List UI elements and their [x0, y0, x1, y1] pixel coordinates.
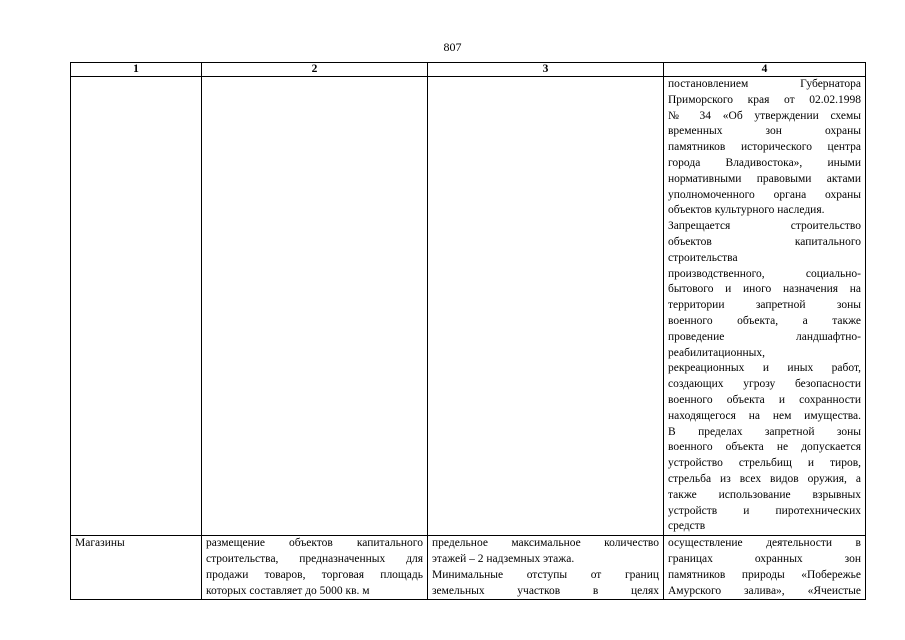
text-line: Амурского залива», «Ячеистые [668, 584, 861, 597]
text-line: Приморского края от 02.02.1998 [668, 93, 861, 106]
text-line: строительства [668, 251, 738, 264]
text-line: В пределах запретной зоны [668, 425, 861, 438]
text-line: устройство стрельбищ и тиров, [668, 457, 861, 470]
text-line: реабилитационных, [668, 346, 765, 359]
text-line: объектов капитального [668, 235, 861, 248]
table-row [71, 536, 866, 600]
text-line: Минимальные отступы от границ [432, 568, 659, 581]
text-line: № 34 «Об утверждении схемы [668, 109, 861, 122]
text-line: рекреационных и иных работ, [668, 362, 861, 375]
cell-row1-col3 [428, 77, 664, 536]
text-line: этажей – 2 надземных этажа. [432, 552, 575, 565]
text-line: производственного, социально- [668, 267, 861, 280]
cell-row2-col4-restrictions [664, 536, 866, 600]
text-line: уполномоченного органа охраны [668, 188, 861, 201]
text-line: объектов культурного наследия. [668, 204, 825, 217]
text-line: осуществление деятельности в [668, 537, 861, 550]
text-line: которых составляет до 5000 кв. м [206, 584, 370, 597]
cell-row2-col2-description [202, 536, 428, 600]
column-header-4: 4 [664, 63, 866, 77]
text-line: земельных участков в целях [432, 584, 659, 597]
text-line: границах охранных зон [668, 552, 861, 565]
text-line: военного объекта и сохранности [668, 393, 861, 406]
cell-row2-col3-parameters [428, 536, 664, 600]
text-line: размещение объектов капитального [206, 537, 423, 550]
table-row [71, 77, 866, 536]
text-line: военного объекта не допускается [668, 441, 861, 454]
text-line: стрельба из всех видов оружия, а [668, 472, 861, 485]
text-line: продажи товаров, торговая площадь [206, 568, 423, 581]
column-header-1: 1 [71, 63, 202, 77]
table-header-row [71, 63, 866, 77]
column-header-3: 3 [428, 63, 664, 77]
text-line: города Владивостока», иными [668, 156, 861, 169]
text-line: постановлением Губернатора [668, 78, 861, 90]
text-line: также использование взрывных [668, 488, 861, 501]
cell-row1-col4 [664, 77, 866, 536]
text-line: средств [668, 520, 706, 533]
cell-row1-col2 [202, 77, 428, 536]
text-line: Запрещается строительство [668, 220, 861, 233]
text-line: строительства, предназначенных для [206, 552, 423, 565]
text-line: памятников исторического центра [668, 141, 861, 154]
text-line: проведение ландшафтно- [668, 330, 861, 343]
text-line: устройств и пиротехнических [668, 504, 861, 517]
text-line: находящегося на нем имущества. [668, 409, 861, 422]
column-header-2: 2 [202, 63, 428, 77]
cell-row1-col1 [71, 77, 202, 536]
text-line: временных зон охраны [668, 125, 861, 138]
cell-row2-col1-use-name: Магазины [71, 536, 202, 600]
document-table [70, 62, 866, 600]
text-line: территории запретной зоны [668, 299, 861, 312]
text-line: нормативными правовыми актами [668, 172, 861, 185]
text-line: военного объекта, а также [668, 314, 861, 327]
page-number: 807 [443, 40, 462, 54]
text-line: создающих угрозу безопасности [668, 378, 861, 391]
text-line: предельное максимальное количество [432, 537, 659, 550]
text-line: памятников природы «Побережье [668, 568, 861, 581]
text-line: бытового и иного назначения на [668, 283, 861, 296]
